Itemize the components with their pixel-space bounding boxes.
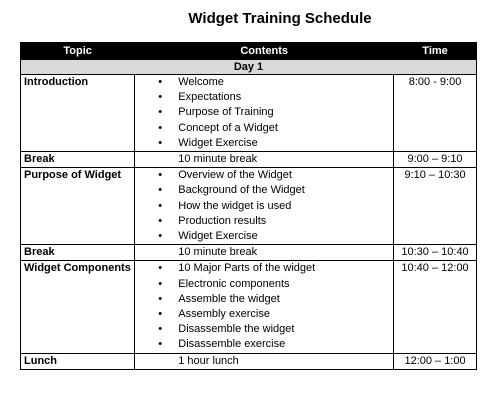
list-item	[138, 121, 390, 136]
time-cell: 10:30 – 10:40	[394, 245, 477, 261]
list-item	[138, 261, 390, 276]
topic-cell: Introduction	[21, 75, 135, 152]
bullet-icon: •	[158, 262, 163, 275]
list-item	[138, 105, 390, 120]
bullet-icon: •	[158, 76, 163, 88]
contents-cell	[135, 261, 394, 353]
item-text: Expectations	[178, 91, 242, 104]
bullet-icon: •	[158, 323, 163, 336]
item-text: Purpose of Training	[178, 106, 274, 119]
schedule-table	[20, 42, 477, 370]
list-item	[138, 183, 390, 198]
list-item	[138, 75, 390, 90]
bullet-icon: •	[158, 121, 163, 134]
header-time: Time	[394, 43, 477, 60]
item-list	[138, 168, 390, 244]
topic-cell: Lunch	[21, 353, 135, 369]
topic-cell: Purpose of Widget	[21, 168, 135, 245]
item-text: Production results	[178, 214, 267, 227]
contents-cell	[135, 152, 394, 168]
contents-cell	[135, 168, 394, 245]
header-row	[21, 43, 477, 60]
item-text: Disassemble exercise	[178, 338, 286, 351]
bullet-icon: •	[158, 136, 163, 149]
list-item	[138, 199, 390, 214]
list-item	[138, 337, 390, 352]
header-contents: Contents	[135, 43, 394, 60]
item-text: Concept of a Widget	[178, 121, 278, 134]
schedule-row	[21, 261, 477, 353]
schedule-row	[21, 168, 477, 245]
schedule-row	[21, 152, 477, 168]
contents-cell	[135, 245, 394, 261]
list-item	[138, 136, 390, 151]
schedule-row	[21, 245, 477, 261]
item-list	[138, 261, 390, 352]
contents-text: 10 minute break	[178, 153, 258, 166]
bullet-icon: •	[158, 91, 163, 104]
item-text: Widget Exercise	[178, 230, 258, 243]
item-text: Widget Exercise	[178, 136, 258, 149]
list-item	[138, 90, 390, 105]
bullet-icon: •	[158, 184, 163, 197]
item-text: Overview of the Widget	[178, 169, 292, 182]
item-text: How the widget is used	[178, 199, 292, 212]
list-item	[138, 168, 390, 183]
document-title: Widget Training Schedule	[188, 10, 372, 27]
item-list	[138, 75, 390, 151]
bullet-icon: •	[158, 199, 163, 212]
item-text: Assembly exercise	[178, 308, 270, 321]
bullet-icon: •	[158, 214, 163, 227]
time-cell: 12:00 – 1:00	[394, 353, 477, 369]
topic-cell: Widget Components	[21, 261, 135, 353]
item-text: Electronic components	[178, 277, 290, 290]
contents-cell	[135, 353, 394, 369]
schedule-row	[21, 75, 477, 152]
contents-cell	[135, 75, 394, 152]
bullet-icon: •	[158, 169, 163, 182]
item-text: Assemble the widget	[178, 292, 280, 305]
list-item	[138, 214, 390, 229]
item-text: Welcome	[178, 76, 224, 88]
day-label: Day 1	[21, 60, 477, 75]
bullet-icon: •	[158, 277, 163, 290]
list-item	[138, 229, 390, 244]
header-topic: Topic	[21, 43, 135, 60]
time-cell: 8:00 - 9:00	[394, 75, 477, 152]
list-item	[138, 307, 390, 322]
contents-text: 10 minute break	[178, 246, 258, 259]
item-text: 10 Major Parts of the widget	[178, 262, 316, 275]
topic-cell: Break	[21, 152, 135, 168]
topic-cell: Break	[21, 245, 135, 261]
item-text: Background of the Widget	[178, 184, 305, 197]
time-cell: 9:10 – 10:30	[394, 168, 477, 245]
bullet-icon: •	[158, 338, 163, 351]
list-item	[138, 292, 390, 307]
contents-text: 1 hour lunch	[178, 354, 239, 367]
bullet-icon: •	[158, 308, 163, 321]
list-item	[138, 322, 390, 337]
time-cell: 10:40 – 12:00	[394, 261, 477, 353]
schedule-row	[21, 353, 477, 369]
list-item	[138, 277, 390, 292]
time-cell: 9:00 – 9:10	[394, 152, 477, 168]
bullet-icon: •	[158, 230, 163, 243]
bullet-icon: •	[158, 292, 163, 305]
bullet-icon: •	[158, 106, 163, 119]
item-text: Disassemble the widget	[178, 323, 295, 336]
day-row	[21, 60, 477, 75]
